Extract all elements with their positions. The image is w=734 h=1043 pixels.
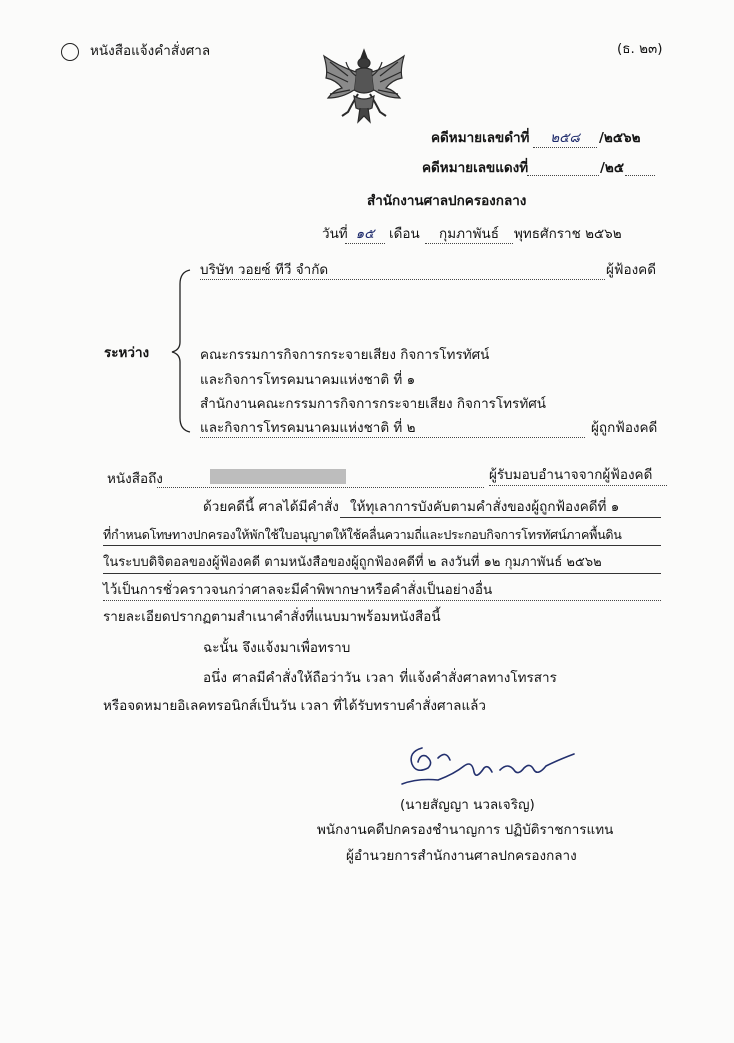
plaintiff-name: บริษัท วอยซ์ ทีวี จำกัด — [200, 262, 329, 278]
order-line-1: ให้ทุเลาการบังคับตามคำสั่งของผู้ถูกฟ้องคดีที่ ๑ — [350, 499, 620, 515]
month-label: เดือน — [389, 226, 420, 242]
defendant-line-3: สำนักงานคณะกรรมการกิจการกระจายเสียง กิจการโทรทัศน์ — [200, 396, 547, 412]
note-line-2: หรือจดหมายอิเลคทรอนิกส์เป็นวัน เวลา ที่ได้รับทราบคำสั่งศาลแล้ว — [103, 698, 486, 714]
plaintiff-role: ผู้ฟ้องคดี — [606, 262, 656, 278]
order-line-1-rule — [340, 500, 661, 518]
between-bracket — [168, 268, 194, 434]
black-case-number: ๒๕๘ — [550, 130, 580, 146]
order-intro: ด้วยคดีนี้ ศาลได้มีคำสั่ง — [203, 499, 339, 515]
order-line-2: ที่กำหนดโทษทางปกครองให้พักใช้ใบอนุญาตให้ใช้คลื่นความถี่และประกอบกิจการโทรทัศน์ภาคพื้นดิน — [103, 527, 622, 542]
defendant-line — [200, 420, 585, 438]
black-case-number-field — [533, 129, 597, 148]
redacted-recipient — [210, 469, 346, 484]
signer-name: (นายสัญญา นวลเจริญ) — [400, 797, 535, 813]
defendant-line-4: และกิจการโทรคมนาคมแห่งชาติ ที่ ๒ — [200, 420, 416, 436]
signer-title: พนักงานคดีปกครองชำนาญการ ปฏิบัติราชการแทน — [317, 822, 614, 838]
order-line-4-rule — [103, 583, 661, 601]
red-case-year: /๒๕ — [600, 160, 625, 176]
court-name: สำนักงานศาลปกครองกลาง — [367, 193, 527, 209]
red-case-label: คดีหมายเลขแดงที่ — [422, 160, 529, 176]
month-field — [425, 225, 513, 244]
defendant-line-2: และกิจการโทรคมนาคมแห่งชาติ ที่ ๑ — [200, 372, 416, 388]
to-role-line — [489, 468, 667, 486]
defendant-role: ผู้ถูกฟ้องคดี — [591, 420, 658, 436]
to-role: ผู้รับมอบอำนาจจากผู้ฟ้องคดี — [489, 467, 653, 483]
black-case-label: คดีหมายเลขดำที่ — [431, 130, 530, 146]
form-title: หนังสือแจ้งคำสั่งศาล — [90, 43, 211, 59]
black-case-year: /๒๕๖๒ — [599, 130, 641, 146]
month-value: กุมภาพันธ์ — [439, 226, 499, 242]
order-line-3-rule — [103, 556, 661, 574]
order-line-4: ไว้เป็นการชั่วคราวจนกว่าศาลจะมีคำพิพากษาหรือคำสั่งเป็นอย่างอื่น — [103, 582, 493, 598]
inform-text: ฉะนั้น จึงแจ้งมาเพื่อทราบ — [203, 640, 351, 656]
garuda-emblem-icon — [318, 46, 410, 124]
year-label: พุทธศักราช ๒๕๖๒ — [514, 226, 622, 242]
checkbox-circle — [61, 43, 79, 61]
note-line-1: อนึ่ง ศาลมีคำสั่งให้ถือว่าวัน เวลา ที่แจ้งคำสั่งศาลทางโทรสาร — [203, 670, 557, 686]
date-label: วันที่ — [322, 226, 348, 242]
date-day: ๑๕ — [355, 226, 375, 242]
to-label: หนังสือถึง — [107, 471, 163, 487]
defendant-line-1: คณะกรรมการกิจการกระจายเสียง กิจการโทรทัศน์ — [200, 347, 490, 363]
form-code: (ธ. ๒๓) — [617, 41, 663, 57]
plaintiff-line — [200, 262, 605, 280]
handwritten-signature — [398, 738, 588, 794]
signer-office: ผู้อำนวยการสำนักงานศาลปกครองกลาง — [346, 848, 577, 864]
red-case-year-field — [625, 159, 655, 176]
date-day-field — [345, 225, 385, 244]
order-line-2-rule — [103, 528, 661, 546]
details-text: รายละเอียดปรากฏตามสำเนาคำสั่งที่แนบมาพร้อมหนังสือนี้ — [103, 609, 441, 625]
red-case-number-field — [527, 159, 599, 176]
between-label: ระหว่าง — [104, 345, 150, 361]
order-line-3: ในระบบดิจิตอลของผู้ฟ้องคดี ตามหนังสือของผู้ถูกฟ้องคดีที่ ๒ ลงวันที่ ๑๒ กุมภาพันธ์ ๒๕๖๒ — [103, 555, 602, 570]
